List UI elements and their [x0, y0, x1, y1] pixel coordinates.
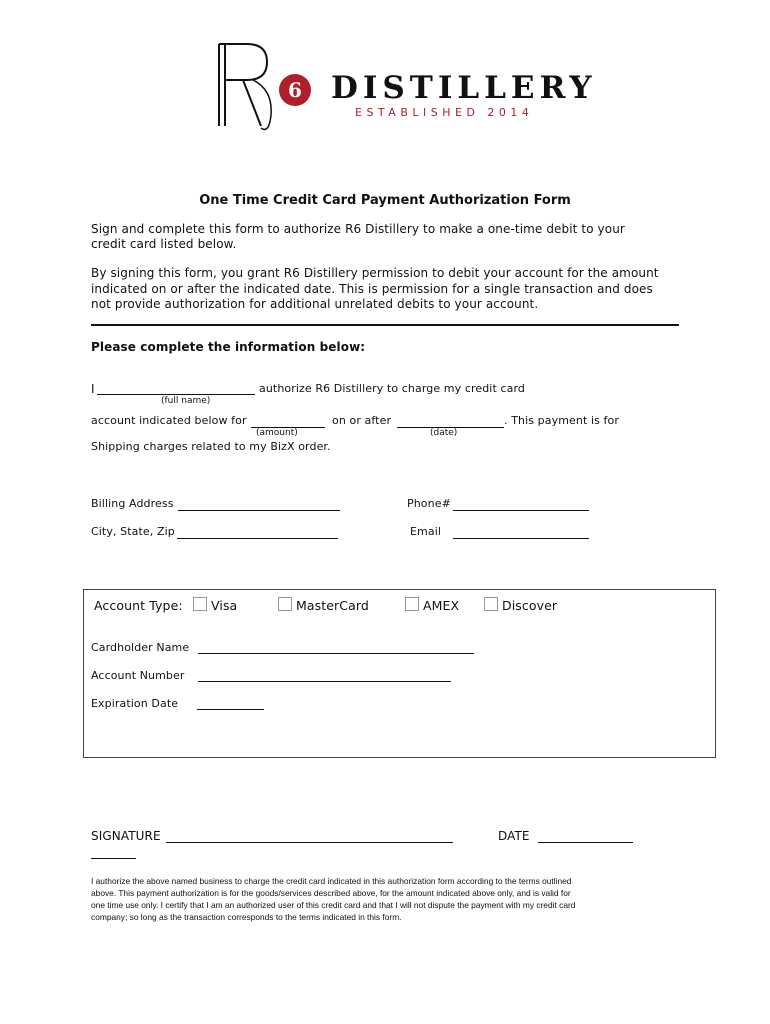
signature-date-field[interactable] [538, 842, 633, 843]
discover-option-label: Discover [502, 598, 558, 613]
expiration-date-field[interactable] [197, 709, 264, 710]
logo-tagline: ESTABLISHED 2014 [355, 106, 534, 119]
purpose-text: Shipping charges related to my BizX order. [91, 440, 331, 453]
complete-heading: Please complete the information below: [91, 340, 366, 354]
disclaimer-line-2: above. This payment authorization is for the goods/services described above, for the amount indicated above only, and is valid for [91, 888, 571, 898]
billing-address-label: Billing Address [91, 497, 174, 510]
account-number-label: Account Number [91, 669, 185, 682]
mastercard-option-label: MasterCard [296, 598, 369, 613]
disclaimer [91, 875, 691, 923]
signature-label: SIGNATURE [91, 829, 161, 843]
billing-address-field[interactable] [178, 510, 340, 511]
authorize-text: authorize R6 Distillery to charge my credit card [259, 382, 525, 395]
signature-field[interactable] [166, 842, 453, 843]
account-number-field[interactable] [198, 681, 451, 682]
email-field[interactable] [453, 538, 589, 539]
cardholder-name-field[interactable] [198, 653, 474, 654]
intro-line-1: Sign and complete this form to authorize R6 Distillery to make a one-time debit to your [91, 222, 625, 236]
mastercard-checkbox[interactable] [278, 597, 292, 611]
date-label: DATE [498, 829, 530, 843]
full-name-field[interactable] [97, 394, 255, 395]
phone-label: Phone# [407, 497, 451, 510]
logo-badge [279, 74, 311, 106]
amex-option-label: AMEX [423, 598, 460, 613]
section-divider [91, 324, 679, 326]
permission-line-2: indicated on or after the indicated date. This is permission for a single transaction and does [91, 282, 653, 296]
logo-badge-number: 6 [288, 78, 302, 102]
form-title: One Time Credit Card Payment Authorization Form [199, 193, 571, 208]
disclaimer-line-4: company; so long as the transaction corresponds to the terms indicated in this form. [91, 912, 402, 922]
signature-field-continuation[interactable] [91, 858, 136, 859]
city-state-zip-field[interactable] [177, 538, 338, 539]
permission-line-3: not provide authorization for additional unrelated debits to your account. [91, 297, 539, 311]
permission-line-1: By signing this form, you grant R6 Distillery permission to debit your account for the amount [91, 266, 659, 280]
expiration-date-label: Expiration Date [91, 697, 179, 710]
email-label: Email [410, 525, 442, 538]
disclaimer-line-3: one time use only. I certify that I am an authorized user of this credit card and that I will not dispute the payment with my credit card [91, 900, 576, 910]
i-label: I [91, 382, 95, 396]
payment-for-text: . This payment is for [504, 414, 619, 427]
logo [213, 40, 597, 135]
amount-hint: (amount) [256, 428, 298, 438]
visa-checkbox[interactable] [193, 597, 207, 611]
logo-brand: DISTILLERY [331, 70, 597, 106]
city-state-zip-label: City, State, Zip [91, 525, 175, 538]
visa-option-label: Visa [211, 598, 238, 613]
cardholder-name-label: Cardholder Name [91, 641, 190, 654]
intro-line-2: credit card listed below. [91, 237, 237, 251]
disclaimer-line-1: I authorize the above named business to charge the credit card indicated in this authorization form according to the terms outlined [91, 876, 572, 886]
full-name-hint: (full name) [161, 396, 211, 406]
account-indicated-text: account indicated below for [91, 414, 247, 427]
discover-checkbox[interactable] [484, 597, 498, 611]
date-hint: (date) [430, 428, 458, 438]
amex-checkbox[interactable] [405, 597, 419, 611]
account-type-label: Account Type: [94, 598, 183, 613]
on-or-after-text: on or after [332, 414, 392, 427]
phone-field[interactable] [453, 510, 589, 511]
